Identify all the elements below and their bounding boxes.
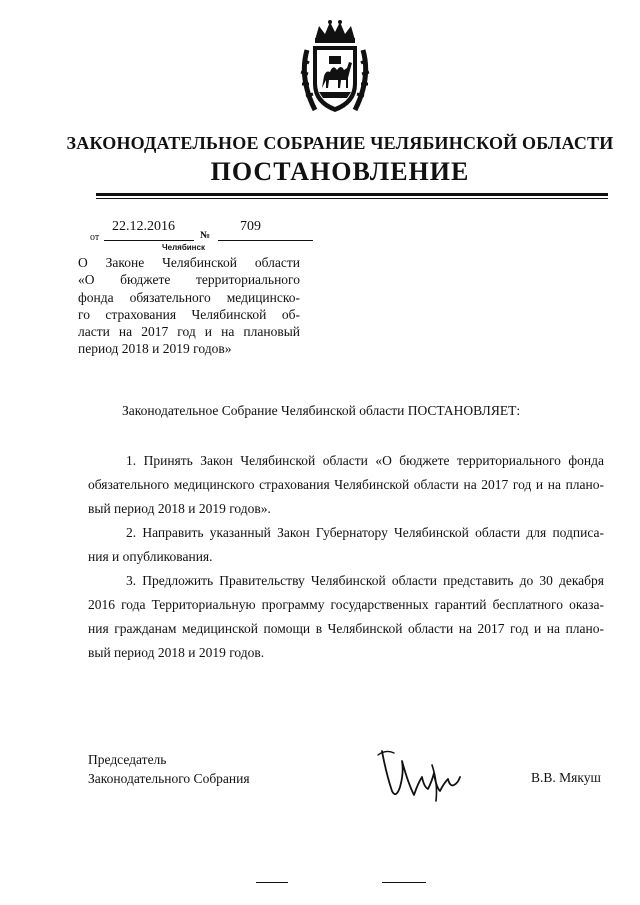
- body-line: 3. Предложить Правительству Челябинской области представить до 30 декабря: [126, 573, 604, 588]
- coat-of-arms-emblem: [297, 18, 373, 118]
- subject-line: го страхования Челябинской об-: [78, 306, 300, 322]
- body-line: вый период 2018 и 2019 годов.: [88, 645, 265, 660]
- date-label: от: [90, 232, 100, 243]
- body-line: 2. Направить указанный Закон Губернатору Челябинской области для подписа-: [126, 525, 604, 540]
- subject-line: «О бюджете территориального: [78, 272, 300, 288]
- subject-line: О Законе Челябинской области: [78, 255, 300, 270]
- body-line: вый период 2018 и 2019 годов».: [88, 501, 271, 516]
- subject-line: период 2018 и 2019 годов»: [78, 341, 232, 357]
- subject-line: фонда обязательного медицинско-: [78, 289, 300, 305]
- header-divider-thin: [96, 198, 608, 199]
- number-label: №: [200, 230, 211, 241]
- number-underline: [218, 240, 313, 241]
- date-underline: [104, 240, 194, 241]
- body-line: 2016 года Территориальную программу государственных гарантий бесплатного оказа-: [88, 597, 604, 612]
- signatory-title-line1: Председатель: [88, 752, 167, 767]
- document-title: ПОСТАНОВЛЕНИЕ: [210, 157, 470, 186]
- footer-mark: [382, 882, 426, 883]
- body-line: ния гражданам медицинской помощи в Челябинской области на 2017 год и на плано-: [88, 621, 604, 636]
- body-line: обязательного медицинского страхования Челябинской области на 2017 год и на плано-: [88, 477, 604, 492]
- footer-mark: [256, 882, 288, 883]
- handwritten-signature: [372, 743, 472, 805]
- subject-line: ласти на 2017 год и на плановый: [78, 324, 300, 340]
- signatory-title-line2: Законодательного Собрания: [88, 771, 250, 786]
- document-date: 22.12.2016: [112, 219, 175, 234]
- signatory-name: В.В. Мякуш: [531, 770, 601, 785]
- organization-name: ЗАКОНОДАТЕЛЬНОЕ СОБРАНИЕ ЧЕЛЯБИНСКОЙ ОБЛАСТИ: [66, 133, 614, 153]
- body-line: 1. Принять Закон Челябинской области «О бюджете территориального фонда: [126, 453, 604, 468]
- city-label: Челябинск: [162, 243, 205, 252]
- header-divider-thick: [96, 193, 608, 196]
- document-subject: [78, 254, 300, 358]
- body-line: ния и опубликования.: [88, 549, 213, 564]
- document-number: 709: [240, 219, 261, 234]
- preamble: Законодательное Собрание Челябинской области ПОСТАНОВЛЯЕТ:: [122, 403, 521, 418]
